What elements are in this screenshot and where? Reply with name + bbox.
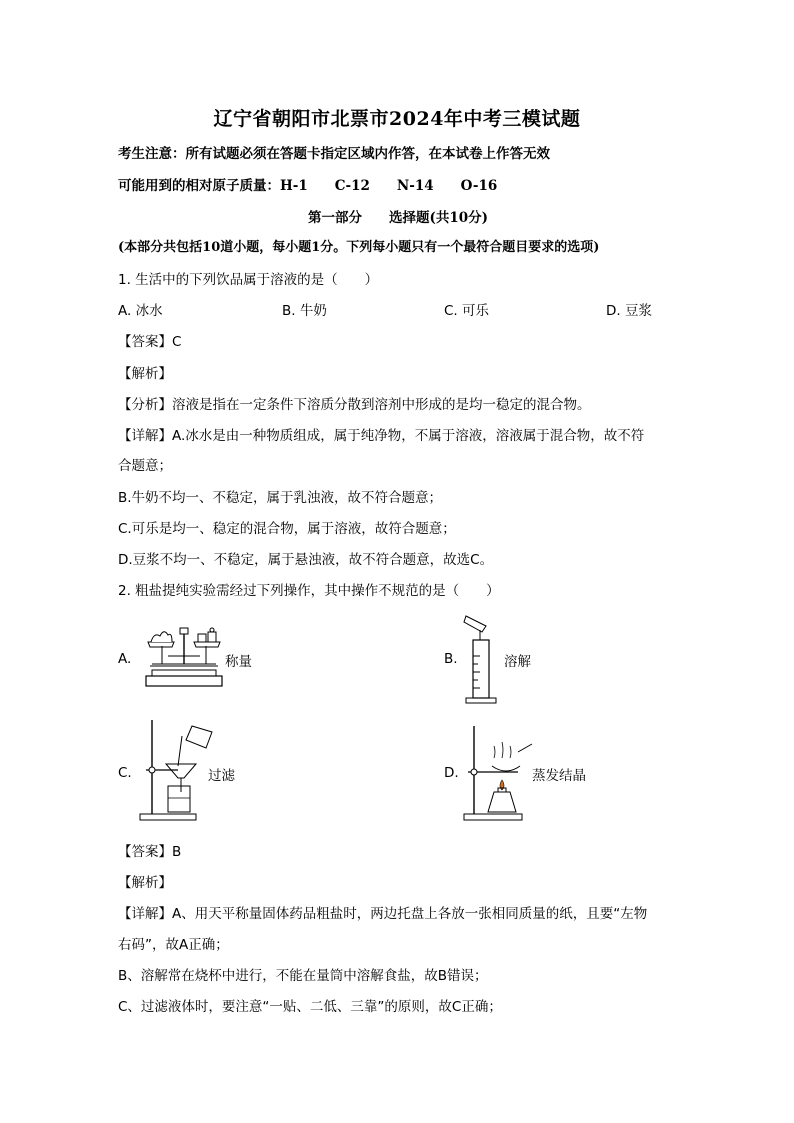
q1-detail-b: B.牛奶不均一、不稳定，属于乳浊液，故不符合题意；	[118, 490, 443, 506]
graduated-cylinder-icon	[460, 612, 502, 708]
q2-option-c-letter: C.	[118, 765, 132, 781]
q2-detail-line-1: 【详解】A、用天平称量固体药品粗盐时，两边托盘上各放一张相同质量的纸，且要“左物	[118, 906, 648, 922]
q2-option-d-letter: D.	[444, 765, 459, 781]
part-description: (本部分共包括10道小题，每小题1分。下列每小题只有一个最符合题目要求的选项)	[118, 240, 600, 255]
balance-icon	[138, 620, 230, 692]
q2-answer: 【答案】B	[118, 844, 182, 860]
q1-detail-d: D.豆浆不均一、不稳定，属于悬浊液，故不符合题意，故选C。	[118, 552, 494, 568]
q2-detail-c: C、过滤液体时，要注意“一贴、二低、三靠”的原则，故C正确；	[118, 999, 502, 1015]
atomic-mass-line: 可能用到的相对原子质量：H-1 C-12 N-14 O-16	[118, 178, 498, 194]
q2-analysis-label: 【解析】	[118, 875, 172, 891]
q1-detail-line-1: 【详解】A.冰水是由一种物质组成，属于纯净物，不属于溶液，溶液属于混合物，故不符	[118, 428, 645, 444]
page-title: 辽宁省朝阳市北票市2024年中考三模试题	[213, 108, 581, 130]
q2-option-a-letter: A.	[118, 651, 132, 667]
q1-analysis-label: 【解析】	[118, 366, 172, 382]
q2-option-b-letter: B.	[444, 651, 458, 667]
q1-option-c: C. 可乐	[444, 303, 490, 319]
exam-notice: 考生注意：所有试题必须在答题卡指定区域内作答，在本试卷上作答无效	[118, 146, 550, 162]
q2-detail-line-2: 右码”，故A正确；	[118, 937, 229, 953]
question-1-stem: 1. 生活中的下列饮品属于溶液的是（ ）	[118, 272, 379, 288]
q1-option-d: D. 豆浆	[606, 303, 652, 319]
q1-answer: 【答案】C	[118, 334, 182, 350]
q1-detail-c: C.可乐是均一、稳定的混合物，属于溶液，故符合题意；	[118, 521, 456, 537]
q2-detail-b: B、溶解常在烧杯中进行，不能在量筒中溶解食盐，故B错误；	[118, 968, 488, 984]
part-title: 第一部分 选择题(共10分)	[307, 210, 489, 226]
question-2-stem: 2. 粗盐提纯实验需经过下列操作，其中操作不规范的是（ ）	[118, 583, 500, 599]
q2-option-d-label: 蒸发结晶	[532, 768, 586, 784]
q1-option-a: A. 冰水	[118, 303, 163, 319]
evaporation-apparatus-icon	[462, 722, 538, 822]
q1-detail-line-2: 合题意；	[118, 458, 172, 474]
q2-option-a-label: 称量	[225, 654, 252, 670]
q2-option-c-label: 过滤	[208, 768, 235, 784]
q1-option-b: B. 牛奶	[282, 303, 327, 319]
q1-fenxi: 【分析】溶液是指在一定条件下溶质分散到溶剂中形成的是均一稳定的混合物。	[118, 397, 591, 413]
q2-option-b-label: 溶解	[504, 654, 531, 670]
filtration-apparatus-icon	[138, 718, 216, 822]
